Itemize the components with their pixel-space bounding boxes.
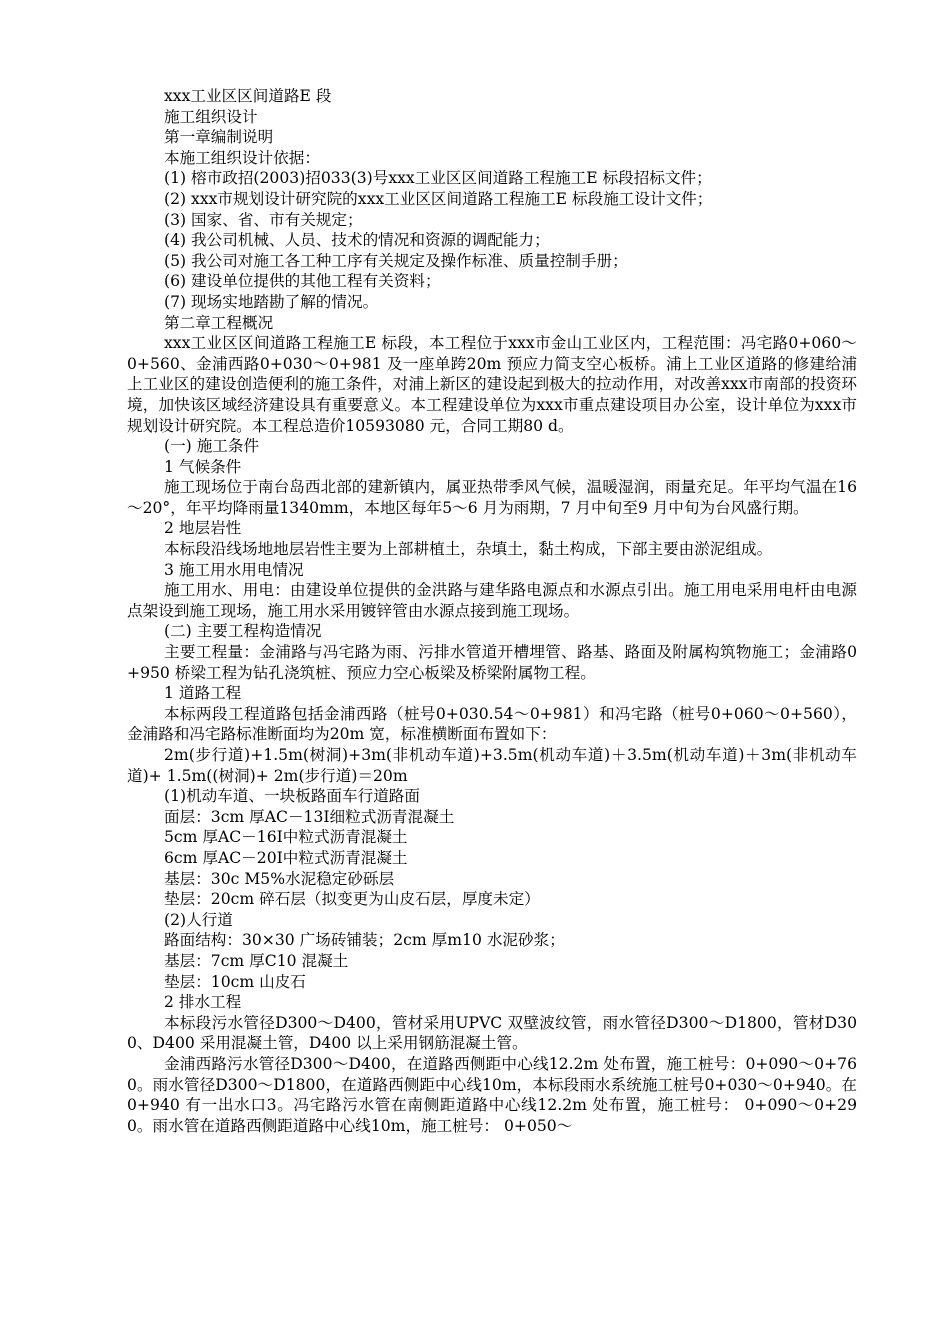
basis-item-7: (7) 现场实地踏勘了解的情况。 xyxy=(164,292,379,311)
sidewalk-heading: (2)人行道 xyxy=(164,910,233,929)
chapter-2-heading: 第二章工程概况 xyxy=(164,313,274,332)
motorway-layer-5: 垫层：20cm 碎石层（拟变更为山皮石层，厚度未定） xyxy=(164,890,540,909)
geology-heading: 2 地层岩性 xyxy=(164,519,242,538)
drainage-heading: 2 排水工程 xyxy=(164,993,242,1012)
project-overview-paragraph: xxx工业区区间道路工程施工E 标段，本工程位于xxx市金山工业区内，工程范围：冯宅路0+060～0+560、金浦西路0+030～0+981 及一座单跨20m 预应力简支空心板桥。浦上工业区道路的修建给浦上工业区的建设创造便利的施工条件，对浦上新区的建设起到极大的拉动作用，对改善xxx市南部的投资环境，加快该区域经济建设具有重要意义。本工程建设单位为xxx市重点建设项目办公室，设计单位为xxx市规划设计研究院。本工程总造价10593080 元，合同工期80 d。 xyxy=(127,334,857,435)
section-construction-conditions-heading: (一) 施工条件 xyxy=(164,437,260,456)
climate-heading: 1 气候条件 xyxy=(164,457,242,476)
basis-item-2: (2) xxx市规划设计研究院的xxx工业区区间道路工程施工E 标段施工设计文件； xyxy=(164,189,713,208)
utilities-paragraph: 施工用水、用电：由建设单位提供的金洪路与建华路电源点和水源点引出。施工用电采用电杆由电源点架设到施工现场，施工用水采用镀锌管由水源点接到施工现场。 xyxy=(127,581,857,620)
road-works-paragraph: 本标两段工程道路包括金浦西路（桩号0+030.54～0+981）和冯宅路（桩号0+060～0+560），金浦路和冯宅路标准断面均为20m 宽，标准横断面布置如下： xyxy=(127,704,857,744)
geology-paragraph: 本标段沿线场地地层岩性主要为上部耕植土，杂填土，黏土构成，下部主要由淤泥组成。 xyxy=(164,540,773,559)
section-main-structures-heading: (二) 主要工程构造情况 xyxy=(164,622,322,641)
basis-item-6: (6) 建设单位提供的其他工程有关资料； xyxy=(164,272,441,291)
road-works-heading: 1 道路工程 xyxy=(164,684,242,703)
motorway-layer-4: 基层：30c M5%水泥稳定砂砾层 xyxy=(164,869,395,888)
utilities-heading: 3 施工用水用电情况 xyxy=(164,560,304,579)
document-title: xxx工业区区间道路E 段 xyxy=(164,87,332,105)
sidewalk-layer-1: 路面结构：30×30 广场砖铺装；2cm 厚m10 水泥砂浆； xyxy=(164,931,565,950)
sidewalk-layer-3: 垫层：10cm 山皮石 xyxy=(164,972,306,991)
main-quantities-paragraph: 主要工程量：金浦路与冯宅路为雨、污排水管道开槽埋管、路基、路面及附属构筑物施工；金浦路0+950 桥梁工程为钻孔浇筑桩、预应力空心板梁及桥梁附属物工程。 xyxy=(127,643,857,682)
drainage-paragraph-2: 金浦西路污水管径D300～D400，在道路西侧距中心线12.2m 处布置，施工桩号：0+090～0+760。雨水管径D300～D1800，在道路西侧距中心线10m，本标段雨水系统施工桩号0+030～0+940。在0+940 有一出水口3。冯宅路污水管在南侧距道路中心线12.2m 处布置，施工桩号： 0+090～0+290。雨水管在道路西侧距道路中心线10m，施工桩号： 0+050～ xyxy=(127,1054,857,1135)
motorway-layer-2: 5cm 厚AC－16Ⅰ中粒式沥青混凝土 xyxy=(164,828,408,847)
climate-paragraph: 施工现场位于南台岛西北部的建新镇内，属亚热带季风气候，温暖湿润，雨量充足。年平均气温在16～20°，年平均降雨量1340mm，本地区每年5～6 月为雨期，7 月中旬至9 月中旬为台风盛行期。 xyxy=(127,478,857,517)
document-body xyxy=(127,86,857,1136)
sidewalk-layer-2: 基层：7cm 厚C10 混凝土 xyxy=(164,951,349,970)
chapter-1-intro: 本施工组织设计依据： xyxy=(164,148,320,167)
chapter-1-heading: 第一章编制说明 xyxy=(164,128,274,147)
basis-item-1: (1) 榕市政招(2003)招033(3)号xxx工业区区间道路工程施工E 标段招标文件； xyxy=(164,169,712,188)
drainage-paragraph-1: 本标段污水管径D300～D400，管材采用UPVC 双壁波纹管，雨水管径D300～D1800，管材D300、D400 采用混凝土管，D400 以上采用钢筋混凝土管。 xyxy=(127,1013,857,1053)
motorway-heading: (1)机动车道、一块板路面车行道路面 xyxy=(164,787,420,806)
motorway-layer-3: 6cm 厚AC－20Ⅰ中粒式沥青混凝土 xyxy=(164,848,408,867)
basis-item-3: (3) 国家、省、市有关规定； xyxy=(164,210,363,229)
basis-item-4: (4) 我公司机械、人员、技术的情况和资源的调配能力； xyxy=(164,231,550,250)
basis-item-5: (5) 我公司对施工各工种工序有关规定及操作标准、质量控制手册； xyxy=(164,251,628,270)
cross-section-paragraph: 2m(步行道)+1.5m(树洞)+3m(非机动车道)+3.5m(机动车道)＋3.5m(机动车道)＋3m(非机动车道)+ 1.5m((树洞)+ 2m(步行道)＝20m xyxy=(127,746,857,785)
document-subtitle: 施工组织设计 xyxy=(164,107,258,126)
motorway-layer-1: 面层：3cm 厚AC－13Ⅰ细粒式沥青混凝土 xyxy=(164,807,455,826)
